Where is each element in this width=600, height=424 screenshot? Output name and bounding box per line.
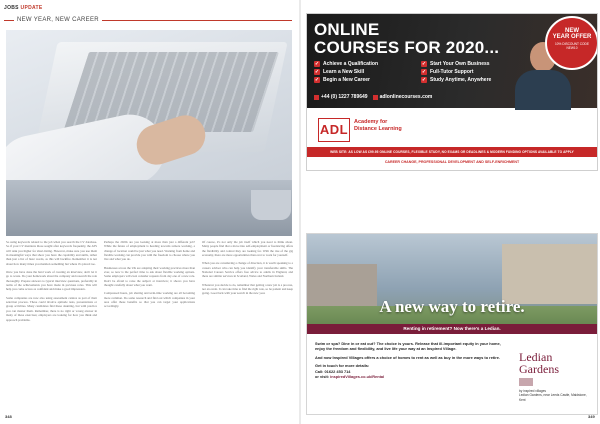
brand-logo-mark (519, 378, 533, 386)
ad-contact-row (314, 94, 432, 100)
cta-line1: Get in touch for more details: (315, 363, 370, 369)
phone-contact[interactable] (314, 94, 368, 100)
ad-bullet (421, 61, 524, 67)
website-contact[interactable] (373, 94, 433, 100)
ad-bullet (314, 77, 417, 83)
globe-icon (373, 95, 378, 100)
retire-headline: A new way to retire. (379, 297, 525, 316)
page-number-left: 348 (5, 414, 12, 419)
article-column-3 (202, 240, 293, 410)
badge-line1: NEW (565, 28, 579, 34)
paragraph: Businesses across the UK are adapting their working practices more than ever, so now is the perfect time to ask about flexible working options. Some employers will even consider requests from day one of a new role. Don't be afraid to raise the subject at interview; it shows you have thought carefully about what you want. (104, 265, 195, 288)
ad-bullet-label: Achieve a Qualification (323, 61, 379, 67)
ad-bullet (421, 77, 524, 83)
retire-para1: Swim or spa? Dine in or eat out? The choice is yours. Release that ill-important equity in your home, enjoy the freedom and flexibility, and live life your way at an Inspired Village. (315, 341, 501, 352)
offer-badge (545, 16, 598, 70)
ad-title-line1: ONLINE (314, 20, 380, 39)
paragraph: When you are considering a change of direction, it is worth speaking to a careers adviser who can help you identify your transferable skills. The National Careers Service offers free advice to adults in England, and there are similar services in Scotland, Wales and Northern Ireland. (202, 261, 293, 279)
cta-web-link[interactable]: inspiredVillages.co.uk/Rental (330, 374, 385, 380)
ad-scene-photo (307, 234, 597, 334)
logo-text-line1: Academy for (354, 119, 388, 125)
brand-sub: by inspired villages (519, 389, 546, 393)
check-icon: ✓ (314, 61, 320, 67)
check-icon: ✓ (421, 69, 427, 75)
retire-strapline: Renting in retirement? Now there's a Ledian. (307, 324, 597, 334)
article-column-1 (6, 240, 97, 410)
check-icon: ✓ (314, 77, 320, 83)
ledian-brand (519, 351, 593, 411)
ad-bullet-label: Start Your Own Business (430, 61, 490, 67)
paragraph: So using keywords related to the job when you search the CV database. So if your CV mentions those sought after keywords frequently, the ATS will rank you higher for short-listing. However, make sure you use them in meaningful ways that show you have the capability and skills, rather than just a list of buzz words, as this will backfire. Remember it is not about how many times you mention something but where it's placed too. (6, 240, 97, 266)
paragraph: Whatever you decide to do, remember that getting a new job is a process, not an event. It can take time to find the right role, so be patient and keep going. Good luck with your search in the new year. (202, 282, 293, 296)
brand-address: Ledian Gardens, near Leeds Castle, Maidstone, Kent (519, 393, 587, 402)
headline-rule-left (4, 20, 14, 21)
ad-bullet (421, 69, 524, 75)
cta-web-prefix: or visit: (315, 374, 330, 380)
article-photo (6, 30, 292, 236)
article-columns (6, 240, 293, 410)
phone-number: +44 (0) 1227 789649 (321, 94, 368, 100)
ad-title-line2: COURSES FOR 2020... (314, 38, 500, 57)
headline-rule-right (102, 20, 292, 21)
ad-bullet-label: Learn a New Skill (323, 69, 365, 75)
website-link: adlonlinecourses.com (379, 94, 433, 100)
check-icon: ✓ (314, 69, 320, 75)
desk-shape (6, 180, 292, 236)
paragraph: Some companies are now also using assessment centres as part of their selection process. These could involve aptitude tests, presentations or group activities. Many candidates find these daunting, but with practice you can master them. Remember, there is no right or wrong answer in many of these exercises; employers are looking for how you think and approach problems. (6, 295, 97, 322)
ad-bullet-label: Begin a New Career (323, 77, 370, 83)
check-icon: ✓ (421, 61, 427, 67)
right-page (301, 0, 600, 424)
building-shape (502, 244, 597, 304)
page-number-right: 349 (588, 414, 595, 419)
cta-phone[interactable]: Call: 01622 453 714 (315, 368, 351, 374)
online-courses-ad[interactable] (306, 13, 598, 171)
paragraph: Of course, it's not only the job itself which you need to think about. Many people find that a move into self-employment or freelancing offers the flexibility and control they are looking for. With the rise of the gig economy, there are more opportunities than ever to work for yourself. (202, 240, 293, 258)
left-page (0, 0, 299, 424)
section-label-main: JOBS (4, 5, 19, 11)
article-headline (4, 17, 292, 23)
article-column-2 (104, 240, 195, 410)
brand-line2: Gardens (519, 362, 559, 376)
adl-logo: ADL (318, 118, 350, 142)
badge-small: 10% DISCOUNT CODE NEW10 (555, 42, 589, 50)
section-label-accent: UPDATE (20, 5, 43, 11)
retire-body (315, 341, 503, 382)
ad-bullet (314, 61, 417, 67)
check-icon: ✓ (421, 77, 427, 83)
retirement-ad[interactable] (306, 233, 598, 415)
retire-cta (315, 363, 503, 379)
brand-line1: Ledian (519, 350, 553, 364)
logo-text-line2: Distance Learning (354, 126, 402, 132)
phone-icon (314, 95, 319, 100)
badge-line2: YEAR OFFER (552, 34, 592, 40)
cup-shape (251, 190, 291, 220)
retire-para2: And now Inspired Villages offers a choice of homes to rent as well as buy in the more ways to retire. (315, 354, 500, 360)
section-label (4, 5, 43, 11)
ad-bullet-label: Full-Tutor Support (430, 69, 474, 75)
ad-bullet (314, 69, 417, 75)
ad-bullet-list (314, 61, 524, 83)
paragraph: Compressed hours, job sharing and term-time working are all becoming more common. Do some research and find out which companies in your area offer these benefits so that you can target your applications accordingly. (104, 291, 195, 309)
ad-info-strip: WEB SITE: AS LOW AS £99.95 ONLINE COURSES, FLEXIBLE STUDY, NO EXAMS OR DEADLINES & MODERN FUNDING OPTIONS AVAILABLE TO APPLY (307, 147, 597, 157)
ad-info-strip-2: CAREER CHANGE, PROFESSIONAL DEVELOPMENT AND SELF-ENRICHMENT (307, 157, 597, 168)
person-body (515, 70, 571, 110)
ad-bullet-label: Study Anytime, Anywhere (430, 77, 492, 83)
paragraph: Perhaps the 2020s are you looking at more than just a different job? While the future of employment is heading towards remote working, a change of location could be just what you need. Working from home and flexible working can provide you with the freedom to choose where you live and what you do. (104, 240, 195, 262)
headline-text: NEW YEAR, NEW CAREER (17, 17, 99, 23)
paragraph: Once you have done the hard work of creating an interview, don't let it go to waste. Do your homework about the company and research the role thoroughly. Prepare answers to typical interview questions, preferably in terms of the achievements you have made in previous roles. This will help you come across as confident and make a good impression. (6, 270, 97, 292)
adl-logo-text (354, 119, 402, 133)
